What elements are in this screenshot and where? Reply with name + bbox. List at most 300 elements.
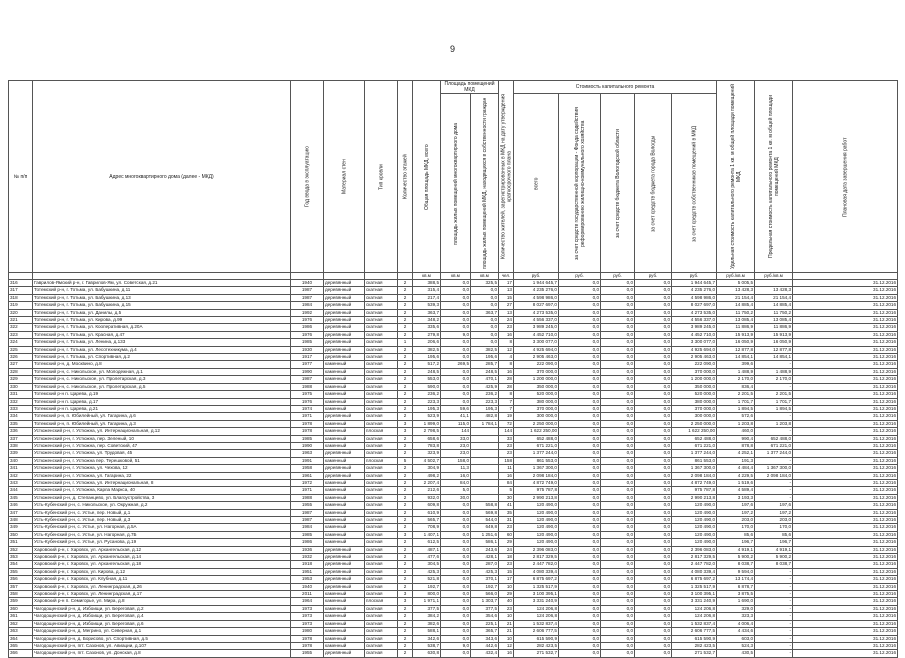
table-cell: 0,0 — [441, 339, 471, 346]
table-row — [9, 487, 898, 494]
table-cell: 4 919,1 — [755, 546, 793, 553]
table-cell: 31.12.2016 — [793, 368, 898, 375]
table-cell: 1 367 300,0 — [514, 465, 559, 472]
table-cell: 31.12.2016 — [793, 435, 898, 442]
table-cell: скатная — [365, 309, 398, 316]
table-cell: 2 — [398, 376, 413, 383]
table-cell: 223,3 — [413, 398, 441, 405]
table-cell: 0,0 — [635, 391, 672, 398]
table-cell: 2 396 083,0 — [514, 546, 559, 553]
table-cell: 346 — [9, 502, 33, 509]
table-cell: 4 252,1 — [717, 450, 755, 457]
table-cell: 225,1 — [471, 620, 499, 627]
table-cell: скатная — [365, 591, 398, 598]
table-cell: 2 — [398, 346, 413, 353]
table-cell: 0,0 — [635, 539, 672, 546]
table-cell: 120 490,0 — [514, 531, 559, 538]
table-cell: 0,0 — [601, 405, 635, 412]
table-cell: Чагодощенский р-н, д. Избоищи, ул. Береговая, д.6 — [33, 620, 291, 627]
table-row — [9, 546, 898, 553]
table-cell: 1963 — [291, 450, 324, 457]
table-cell: Тотемский р-н, п. Юбилейный, ул. Гагарина, д.3 — [33, 420, 291, 427]
table-cell: Харовский р-н п. Семигорье, ул. Мира, д.8 — [33, 598, 291, 605]
table-cell: Тотемский р-н, г. Тотьма, ул. Бабушкина, д.13 — [33, 294, 291, 301]
table-cell: скатная — [365, 346, 398, 353]
table-cell: 13 428,3 — [717, 287, 755, 294]
table-cell — [471, 494, 499, 501]
table-cell: Гаврилов-Ямский р-н, г. Гаврилов-Ям, ул. Советская, д.21 — [33, 280, 291, 287]
table-cell: 1 899,0 — [413, 420, 441, 427]
table-cell: Устюженский р-н, г. Устюжна пер. Терешковой, 51 — [33, 457, 291, 464]
table-cell: 0,0 — [635, 494, 672, 501]
table-cell: 0,0 — [441, 598, 471, 605]
table-cell: деревянный — [324, 280, 365, 287]
table-cell: 524,3 — [717, 642, 755, 649]
table-cell: плоская — [365, 598, 398, 605]
table-cell: 498,2 — [413, 472, 441, 479]
table-cell: 31.12.2016 — [793, 465, 898, 472]
table-cell: 212,6 — [413, 487, 441, 494]
table-cell: 339 — [9, 450, 33, 457]
table-cell: 2 990 213,8 — [514, 494, 559, 501]
table-cell: - — [755, 650, 793, 657]
table-cell: 2 817 329,5 — [672, 554, 717, 561]
table-cell: 28 — [499, 376, 514, 383]
table-cell: скатная — [365, 376, 398, 383]
table-cell: 0,0 — [559, 502, 601, 509]
table-cell: скатная — [365, 420, 398, 427]
table-cell: 0,0 — [601, 583, 635, 590]
table-cell: 12 877,8 — [755, 346, 793, 353]
table-cell: 652 488,0 — [672, 435, 717, 442]
table-row — [9, 302, 898, 309]
table-cell: 158,0 — [441, 457, 471, 464]
table-cell: 0,0 — [559, 428, 601, 435]
table-cell: Харовский р-н, г. Харовск, ул. Кирова, д.12 — [33, 568, 291, 575]
table-cell: - — [755, 635, 793, 642]
table-cell: 0,0 — [601, 620, 635, 627]
table-cell: 652 488,0 — [514, 435, 559, 442]
table-cell: деревянный — [324, 561, 365, 568]
table-cell: - — [755, 628, 793, 635]
table-cell: 31.12.2016 — [793, 472, 898, 479]
table-cell: 271 532,7 — [514, 650, 559, 657]
table-cell: 0,0 — [441, 354, 471, 361]
table-cell: 2 — [398, 487, 413, 494]
table-cell: 0,0 — [441, 561, 471, 568]
table-cell: 196,7 — [717, 539, 755, 546]
table-cell: 0,0 — [635, 642, 672, 649]
table-cell: 31.12.2016 — [793, 361, 898, 368]
table-cell: Усть-Кубенский р-н, с. Устье, ул. Нагорная, д.7Б — [33, 531, 291, 538]
table-body — [9, 280, 898, 658]
table-cell: 85,6 — [717, 531, 755, 538]
table-cell: 1972 — [291, 479, 324, 486]
table-cell: Харовский р-н, г. Харовск, ул. Архангельская, д.18 — [33, 561, 291, 568]
table-cell: 358 — [9, 591, 33, 598]
table-cell: 0,0 — [601, 442, 635, 449]
table-cell: 16 — [499, 331, 514, 338]
table-row — [9, 376, 898, 383]
table-cell: 9,0 — [441, 642, 471, 649]
col-header-cost-fund: за счет средств государственной корпорации - Фонда содействия реформированию жилищно-коммунального хозяйства — [559, 94, 601, 273]
table-cell: 31.12.2016 — [793, 620, 898, 627]
table-cell: 0,0 — [601, 598, 635, 605]
table-row — [9, 517, 898, 524]
table-cell: 343 — [9, 479, 33, 486]
table-cell: 3 100 395,1 — [672, 591, 717, 598]
table-cell: 0,0 — [635, 450, 672, 457]
table-cell: 2 — [398, 442, 413, 449]
table-cell: Чагодощенский р-н, пгт. Сазонов, ул. Авиации, д.107 — [33, 642, 291, 649]
table-cell: 1973 — [291, 605, 324, 612]
col-header-address: Адрес многоквартирного дома (далее - МКД) — [33, 81, 291, 273]
table-cell: 0,0 — [559, 539, 601, 546]
table-cell: 124 206,8 — [672, 613, 717, 620]
table-cell: 0,0 — [559, 302, 601, 309]
table-cell: 0,0 — [601, 650, 635, 657]
table-cell: 878,8 — [717, 442, 755, 449]
table-cell: Тотемский р-н, г. Тотьма, ул. Ленина, д.133 — [33, 339, 291, 346]
table-row — [9, 650, 898, 657]
table-cell: 2 447 782,0 — [514, 561, 559, 568]
table-cell: 31.12.2016 — [793, 294, 898, 301]
table-cell: 0,0 — [601, 391, 635, 398]
table-cell: 553,0 — [413, 376, 441, 383]
table-cell: 325,5 — [471, 280, 499, 287]
table-cell: 10 — [499, 635, 514, 642]
table-cell: 0,0 — [635, 613, 672, 620]
table-cell: 16 050,9 — [717, 339, 755, 346]
table-cell: 31.12.2016 — [793, 302, 898, 309]
table-cell: 0,0 — [635, 302, 672, 309]
table-cell: 40 — [499, 598, 514, 605]
table-row — [9, 598, 898, 605]
table-row — [9, 613, 898, 620]
table-cell: 1976 — [291, 317, 324, 324]
table-cell: 370 000,0 — [672, 405, 717, 412]
table-cell: 0,0 — [559, 479, 601, 486]
table-cell: 558,8 — [471, 502, 499, 509]
table-cell: 285,7 — [471, 361, 499, 368]
table-cell: - — [755, 583, 793, 590]
table-cell: 342,6 — [413, 635, 441, 642]
table-cell: 31.12.2016 — [793, 324, 898, 331]
table-cell: Устюженский р-н, г. Устюжна, Карла Маркса, 40 — [33, 487, 291, 494]
table-cell: 243,6 — [471, 546, 499, 553]
table-cell: 0,0 — [635, 324, 672, 331]
table-cell: 1985 — [291, 339, 324, 346]
table-cell: 861 553,0 — [672, 457, 717, 464]
table-cell: 197,6 — [717, 502, 755, 509]
table-cell: Тотемский р-н, с. Никольское, ул. Пролетарская, д.3 — [33, 376, 291, 383]
table-cell: 0,0 — [635, 531, 672, 538]
table-cell: 0,0 — [559, 546, 601, 553]
table-row — [9, 509, 898, 516]
table-cell: 0,0 — [635, 650, 672, 657]
table-cell: 11 750,2 — [755, 309, 793, 316]
table-cell: скатная — [365, 546, 398, 553]
table-cell: 2 — [398, 568, 413, 575]
table-cell: 4 — [499, 354, 514, 361]
table-cell: 565,7 — [413, 517, 441, 524]
table-cell: 0,0 — [559, 420, 601, 427]
table-cell: 0,0 — [559, 628, 601, 635]
col-header-residents: Количество жителей, зарегистрированных в МКД на дату утверждения краткосрочного плана — [499, 81, 514, 273]
table-cell: 1 367 300,0 — [755, 465, 793, 472]
table-cell: 0,0 — [441, 280, 471, 287]
table-row — [9, 457, 898, 464]
table-cell: 23 — [499, 561, 514, 568]
table-cell: 0,0 — [635, 339, 672, 346]
table-cell: 0,0 — [559, 368, 601, 375]
table-cell: 1 971,1 — [413, 598, 441, 605]
table-cell: 329 — [9, 376, 33, 383]
table-cell: 1 944 645,7 — [672, 280, 717, 287]
table-cell: 0,0 — [559, 561, 601, 568]
table-row — [9, 435, 898, 442]
table-row — [9, 368, 898, 375]
table-cell: 203,0 — [755, 517, 793, 524]
table-cell: 28 — [499, 383, 514, 390]
table-cell: 1 701,7 — [755, 398, 793, 405]
table-cell: 31.12.2016 — [793, 502, 898, 509]
table-cell: 0,0 — [559, 383, 601, 390]
table-cell: 4 080 339,4 — [672, 568, 717, 575]
table-cell: 382,5 — [471, 346, 499, 353]
table-cell: 16 050,9 — [755, 339, 793, 346]
table-cell: 4 006,4 — [717, 620, 755, 627]
table-cell: 3 — [398, 420, 413, 427]
table-cell: 323,9 — [413, 450, 441, 457]
table-row — [9, 591, 898, 598]
table-row — [9, 642, 898, 649]
table-cell: 120 490,0 — [514, 502, 559, 509]
table-cell: 4 434,6 — [717, 628, 755, 635]
table-cell: 1 251,6 — [471, 531, 499, 538]
table-cell: 330 — [9, 383, 33, 390]
table-cell: 0,0 — [601, 302, 635, 309]
table-cell: деревянный — [324, 465, 365, 472]
table-cell: 1 622 250,00 — [672, 428, 717, 435]
table-cell: 0,0 — [471, 294, 499, 301]
table-cell: каменный — [324, 391, 365, 398]
table-cell: 31.12.2016 — [793, 383, 898, 390]
table-cell: 192,7 — [471, 583, 499, 590]
table-cell: скатная — [365, 413, 398, 420]
table-cell: 382,5 — [413, 346, 441, 353]
table-cell: деревянный — [324, 413, 365, 420]
table-cell: 349 — [9, 524, 33, 531]
table-cell — [471, 479, 499, 486]
table-cell: 0,0 — [601, 465, 635, 472]
table-cell: 31.12.2016 — [793, 546, 898, 553]
table-cell: 0,0 — [441, 517, 471, 524]
table-cell: 2 — [398, 613, 413, 620]
table-cell: 0,0 — [635, 479, 672, 486]
table-cell: 1 325 517,9 — [672, 583, 717, 590]
table-cell: 120 490,0 — [514, 509, 559, 516]
table-cell: 0,0 — [441, 635, 471, 642]
table-cell: 325 — [9, 346, 33, 353]
table-cell: 360 — [9, 605, 33, 612]
table-cell: каменный — [324, 531, 365, 538]
table-cell: 2 — [398, 650, 413, 657]
table-cell: каменный — [324, 376, 365, 383]
table-cell: Устюженский р-н, г. Устюжна, пер. Зеленый, 10 — [33, 435, 291, 442]
table-cell: 24 — [499, 317, 514, 324]
table-cell: Тотемский р-н, г. Тотьма, ул. Кирова, д.99 — [33, 317, 291, 324]
table-cell: 115,0 — [441, 420, 471, 427]
table-cell: 331 — [9, 391, 33, 398]
table-cell: скатная — [365, 635, 398, 642]
table-cell: 0,0 — [635, 294, 672, 301]
table-cell: 364 — [9, 635, 33, 642]
table-cell: 0,0 — [441, 605, 471, 612]
table-row — [9, 539, 898, 546]
table-cell: Устюженский р-н, г. Устюжна, ул. Чехова, 12 — [33, 465, 291, 472]
table-cell: - — [755, 642, 793, 649]
table-cell: 0,0 — [601, 413, 635, 420]
table-cell: скатная — [365, 576, 398, 583]
table-cell: 1 488,9 — [717, 368, 755, 375]
col-header-specific-cost: Удельная стоимость капитального ремонта 1 кв. м общей площади помещений МКД — [717, 81, 755, 273]
table-cell: 120 490,0 — [672, 531, 717, 538]
table-cell: 1 203,8 — [717, 420, 755, 427]
table-cell: 1976 — [291, 398, 324, 405]
table-cell: 343,6 — [471, 635, 499, 642]
table-cell: 17 — [499, 576, 514, 583]
table-cell: 380 000,0 — [672, 398, 717, 405]
table-cell: 15 — [499, 294, 514, 301]
table-cell: 0,0 — [601, 487, 635, 494]
table-cell: скатная — [365, 613, 398, 620]
table-cell: Чагодощенский р-н, д. Мегрино, ул. Северная, д.1 — [33, 628, 291, 635]
table-cell: скатная — [365, 405, 398, 412]
table-cell: 2 — [398, 628, 413, 635]
table-cell — [471, 457, 499, 464]
table-cell: 11 750,2 — [717, 309, 755, 316]
table-cell: Устюженский р-н, г. Устюжна, ул. Интернациональная, 8 — [33, 479, 291, 486]
table-cell: 0,0 — [601, 613, 635, 620]
table-cell: 0,0 — [635, 576, 672, 583]
table-cell: 0,0 — [441, 583, 471, 590]
table-cell: 0,0 — [601, 591, 635, 598]
table-cell: 932,0 — [413, 494, 441, 501]
table-cell: 41 — [499, 502, 514, 509]
table-cell: 2 — [398, 539, 413, 546]
table-row — [9, 420, 898, 427]
table-cell: 1 200 000,0 — [672, 376, 717, 383]
table-cell: - — [755, 487, 793, 494]
table-cell: каменный — [324, 479, 365, 486]
table-cell: 609,8 — [413, 502, 441, 509]
table-row — [9, 324, 898, 331]
table-cell: 2 798,5 — [413, 428, 441, 435]
table-cell: 0,0 — [601, 524, 635, 531]
table-cell: деревянный — [324, 354, 365, 361]
table-cell: 0,0 — [559, 450, 601, 457]
table-cell: 2 250 000,0 — [514, 420, 559, 427]
table-cell: 269,5 — [441, 361, 471, 368]
table-cell: 2 170,0 — [717, 376, 755, 383]
table-cell: каменный — [324, 494, 365, 501]
table-cell: 31.12.2016 — [793, 628, 898, 635]
table-cell: 544,0 — [471, 517, 499, 524]
table-cell: 1955 — [291, 502, 324, 509]
table-cell: 0,0 — [559, 287, 601, 294]
table-cell: 0,0 — [559, 413, 601, 420]
table-cell: 0,0 — [601, 561, 635, 568]
table-cell: 658,6 — [413, 435, 441, 442]
table-cell — [471, 442, 499, 449]
table-cell: 236,2 — [471, 391, 499, 398]
table-cell: 4 589,4 — [717, 487, 755, 494]
table-cell: 0,0 — [601, 354, 635, 361]
table-cell: Чагодощенский р-н, пгт. Сазонов, ул. Донская, д.8 — [33, 650, 291, 657]
table-cell: 0,0 — [559, 317, 601, 324]
table-cell: 60 — [499, 531, 514, 538]
table-cell: 1 894,5 — [717, 405, 755, 412]
table-cell: 1940 — [291, 583, 324, 590]
table-cell: Усть-Кубенский р-н, с. Никольское, ул. Окружная, д.2 — [33, 502, 291, 509]
table-cell: 1940 — [291, 280, 324, 287]
table-cell: Тотемский р-н, г. Тотьма, ул. Лесотехникума, д.4 — [33, 346, 291, 353]
table-cell: 21 154,4 — [755, 294, 793, 301]
table-row — [9, 294, 898, 301]
table-cell: 195,3 — [413, 405, 441, 412]
table-cell: 1984 — [291, 302, 324, 309]
table-cell: плоская — [365, 457, 398, 464]
table-cell: 0,0 — [601, 339, 635, 346]
table-cell: 4 235 276,0 — [672, 287, 717, 294]
table-cell: деревянный — [324, 568, 365, 575]
table-cell: 1930 — [291, 346, 324, 353]
table-row — [9, 346, 898, 353]
table-cell: 354 — [9, 561, 33, 568]
table-cell: 0,0 — [559, 472, 601, 479]
table-cell: 0,0 — [635, 428, 672, 435]
table-cell: 1953 — [291, 576, 324, 583]
table-row — [9, 554, 898, 561]
table-cell: скатная — [365, 561, 398, 568]
table-cell: Харовский р-н, г. Харовск, ул. Ленинградская, д.26 — [33, 583, 291, 590]
table-cell: деревянный — [324, 309, 365, 316]
table-cell: 365,7 — [471, 628, 499, 635]
table-cell: 11 886,9 — [717, 324, 755, 331]
table-cell: 6 878,7 — [717, 583, 755, 590]
table-cell: 0,0 — [601, 317, 635, 324]
table-cell: каменный — [324, 502, 365, 509]
table-cell: 4 872 749,0 — [672, 479, 717, 486]
table-cell: скатная — [365, 509, 398, 516]
table-cell: 0,0 — [601, 420, 635, 427]
table-cell: 1975 — [291, 391, 324, 398]
table-cell: 124 206,8 — [672, 605, 717, 612]
table-cell: 0,0 — [601, 361, 635, 368]
table-cell: 0,0 — [601, 287, 635, 294]
table-cell: 2 817 329,5 — [514, 554, 559, 561]
table-cell: 0,0 — [635, 331, 672, 338]
table-cell: 0,0 — [601, 428, 635, 435]
table-cell: 31.12.2016 — [793, 576, 898, 583]
table-cell: 0,0 — [559, 405, 601, 412]
table-cell: 319 — [9, 302, 33, 309]
table-cell: 0,0 — [441, 398, 471, 405]
table-cell: 120 490,0 — [672, 509, 717, 516]
table-cell: 0,0 — [559, 635, 601, 642]
table-cell: 124 206,8 — [514, 605, 559, 612]
